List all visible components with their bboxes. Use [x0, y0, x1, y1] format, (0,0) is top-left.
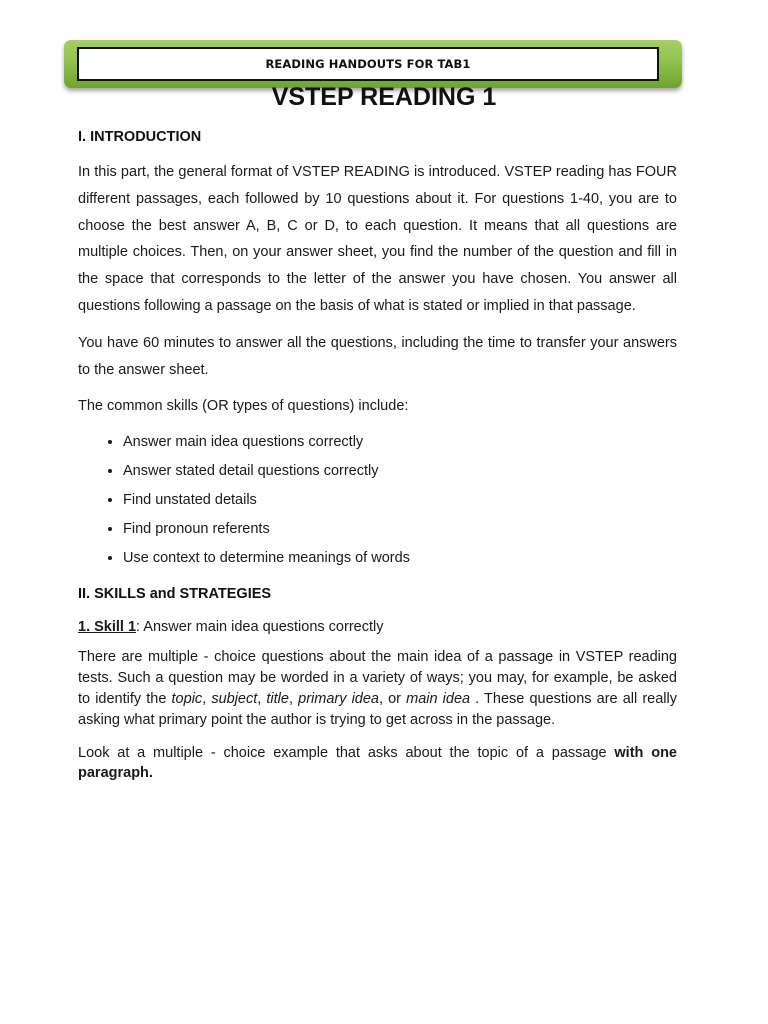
introduction-heading: I. INTRODUCTION	[78, 129, 202, 145]
list-item: • Find pronoun referents	[123, 515, 677, 544]
introduction-paragraph-1: In this part, the general format of VSTEP READING is introduced. VSTEP reading has FOUR different passages, each followed by 10 questions about it. For questions 1-40, you are to choose the best answer A, B, C or D, to each question. It means that all questions are multiple choices. Then, on your answer sheet, you find the number of the question and fill in the space that corresponds to the letter of the answer you have chosen. You answer all questions following a passage on the basis of what is stated or implied in that passage.	[78, 164, 677, 314]
skill-1-line	[78, 616, 677, 638]
term-title: title	[266, 690, 289, 707]
skills-list	[78, 428, 677, 572]
header-banner	[64, 40, 682, 88]
term-subject: subject	[211, 690, 258, 707]
list-item: • Answer main idea questions correctly	[123, 428, 677, 457]
paragraph-emphasis: with one paragraph.	[78, 744, 677, 782]
separator: ,	[288, 690, 299, 707]
separator: ,	[257, 690, 267, 707]
paragraph-text: Look at a multiple - choice example that asks about the topic of a passage	[78, 744, 615, 761]
skills-strategies-heading: II. SKILLS and STRATEGIES	[78, 586, 272, 603]
skill-1-paragraph-1	[78, 647, 677, 730]
separator: ,	[202, 690, 212, 707]
term-primary-idea: primary idea	[298, 690, 379, 707]
skill-1-paragraph-2	[78, 743, 677, 785]
document-body	[78, 126, 677, 796]
header-banner-label: READING HANDOUTS FOR TAB1	[77, 47, 659, 81]
introduction-paragraph-2: You have 60 minutes to answer all the questions, including the time to transfer your answers to the answer sheet.	[78, 334, 677, 378]
term-topic: topic	[171, 690, 203, 707]
skill-1-label: 1. Skill 1	[78, 619, 137, 636]
paragraph-text: There are multiple - choice questions about the main idea of a passage in VSTEP reading tests. Such a question may be worded in a variety of ways; you may, for example, be asked to identify the	[78, 649, 677, 707]
list-item: • Use context to determine meanings of words	[123, 544, 677, 573]
term-main-idea: main idea	[406, 690, 471, 707]
introduction-paragraph-3: The common skills (OR types of questions) include:	[78, 398, 409, 415]
document-title: VSTEP READING 1	[271, 83, 497, 111]
list-item: • Answer stated detail questions correctly	[123, 457, 677, 486]
list-item: • Find unstated details	[123, 486, 677, 515]
separator: , or	[378, 690, 407, 707]
skill-1-description: : Answer main idea questions correctly	[136, 619, 384, 636]
paragraph-text: . These questions are all really asking what primary point the author is trying to get across in the passage.	[78, 690, 677, 728]
